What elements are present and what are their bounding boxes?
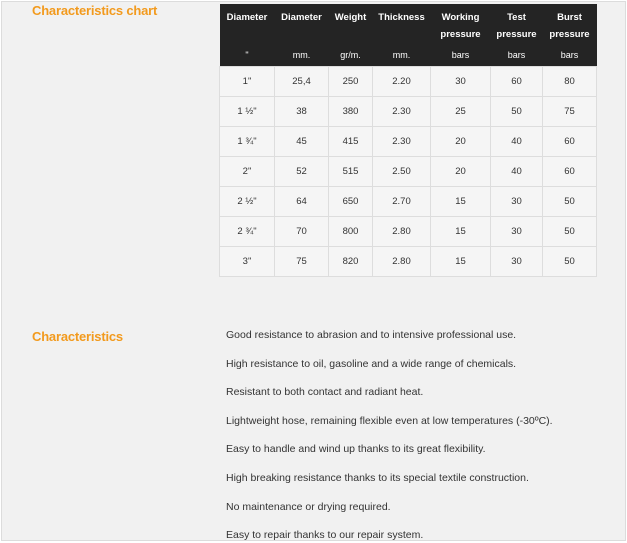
column-header-label: Working pressure bbox=[440, 12, 481, 40]
table-cell: 50 bbox=[491, 97, 543, 127]
table-header bbox=[220, 4, 597, 67]
column-header bbox=[431, 4, 491, 67]
column-header-unit: mm. bbox=[392, 50, 411, 60]
column-header-label: Diameter bbox=[281, 12, 322, 23]
table-cell: 50 bbox=[543, 247, 597, 277]
column-header-label: Weight bbox=[334, 12, 367, 23]
table-cell: 64 bbox=[275, 187, 329, 217]
table-cell: 380 bbox=[329, 97, 373, 127]
table-cell: 25 bbox=[431, 97, 491, 127]
column-header bbox=[373, 4, 431, 67]
column-header bbox=[220, 4, 275, 67]
table-cell: 2.30 bbox=[373, 127, 431, 157]
table-row bbox=[220, 247, 597, 277]
list-item: High resistance to oil, gasoline and a wide range of chemicals. bbox=[226, 357, 517, 370]
list-item: Good resistance to abrasion and to intensive professional use. bbox=[226, 329, 517, 341]
table-cell: 1 ¾" bbox=[220, 127, 275, 157]
list-item: Easy to handle and wind up thanks to its great flexibility. bbox=[226, 443, 486, 456]
table-cell: 60 bbox=[543, 127, 597, 157]
table-cell: 45 bbox=[275, 127, 329, 157]
column-header-label: Test pressure bbox=[496, 12, 537, 40]
table-row bbox=[220, 217, 597, 247]
table-cell: 20 bbox=[431, 157, 491, 187]
table-cell: 30 bbox=[431, 67, 491, 97]
column-header-label: Diameter bbox=[226, 12, 268, 23]
column-header-unit: bars bbox=[507, 50, 526, 60]
table-cell: 40 bbox=[491, 127, 543, 157]
column-header bbox=[543, 4, 597, 67]
table-cell: 2.70 bbox=[373, 187, 431, 217]
table-cell: 38 bbox=[275, 97, 329, 127]
column-header-unit: gr/m. bbox=[340, 50, 361, 60]
column-header bbox=[329, 4, 373, 67]
characteristics-title: Characteristics bbox=[32, 329, 123, 344]
column-header bbox=[275, 4, 329, 67]
table-cell: 15 bbox=[431, 247, 491, 277]
table-cell: 3" bbox=[220, 247, 275, 277]
table-cell: 650 bbox=[329, 187, 373, 217]
column-header-unit: mm. bbox=[292, 50, 311, 60]
table-cell: 40 bbox=[491, 157, 543, 187]
table-cell: 2 ¾" bbox=[220, 217, 275, 247]
column-header-label: Burst pressure bbox=[549, 12, 590, 40]
table-cell: 60 bbox=[491, 67, 543, 97]
list-item: Resistant to both contact and radiant heat. bbox=[226, 386, 424, 399]
page bbox=[1, 1, 626, 541]
column-header-unit: " bbox=[245, 50, 249, 60]
table-cell: 52 bbox=[275, 157, 329, 187]
table-cell: 2 ½" bbox=[220, 187, 275, 217]
table-cell: 800 bbox=[329, 217, 373, 247]
table-cell: 70 bbox=[275, 217, 329, 247]
table-cell: 80 bbox=[543, 67, 597, 97]
table-cell: 2.20 bbox=[373, 67, 431, 97]
table-cell: 250 bbox=[329, 67, 373, 97]
table-row bbox=[220, 97, 597, 127]
table-cell: 1" bbox=[220, 67, 275, 97]
table-cell: 25,4 bbox=[275, 67, 329, 97]
table-cell: 50 bbox=[543, 217, 597, 247]
table-cell: 2.80 bbox=[373, 217, 431, 247]
table-row bbox=[220, 157, 597, 187]
table-cell: 820 bbox=[329, 247, 373, 277]
table-cell: 20 bbox=[431, 127, 491, 157]
table-cell: 60 bbox=[543, 157, 597, 187]
table-cell: 2.30 bbox=[373, 97, 431, 127]
table-cell: 30 bbox=[491, 217, 543, 247]
table-cell: 75 bbox=[543, 97, 597, 127]
table-cell: 50 bbox=[543, 187, 597, 217]
table-row bbox=[220, 127, 597, 157]
table-cell: 2" bbox=[220, 157, 275, 187]
table-cell: 75 bbox=[275, 247, 329, 277]
column-header-unit: bars bbox=[560, 50, 579, 60]
list-item: Easy to repair thanks to our repair system. bbox=[226, 529, 424, 541]
column-header-unit: bars bbox=[451, 50, 470, 60]
table-cell: 30 bbox=[491, 247, 543, 277]
characteristics-list bbox=[226, 325, 553, 541]
table-body bbox=[220, 67, 597, 277]
column-header bbox=[491, 4, 543, 67]
table-row bbox=[220, 67, 597, 97]
table-cell: 30 bbox=[491, 187, 543, 217]
list-item: No maintenance or drying required. bbox=[226, 500, 391, 513]
table-cell: 2.80 bbox=[373, 247, 431, 277]
table-row bbox=[220, 187, 597, 217]
table-cell: 415 bbox=[329, 127, 373, 157]
table-cell: 15 bbox=[431, 187, 491, 217]
table-cell: 15 bbox=[431, 217, 491, 247]
list-item: Lightweight hose, remaining flexible even at low temperatures (-30ºC). bbox=[226, 414, 553, 427]
column-header-label: Thickness bbox=[378, 12, 425, 23]
table-header-row bbox=[220, 4, 597, 67]
table-cell: 515 bbox=[329, 157, 373, 187]
characteristics-table bbox=[219, 4, 597, 277]
table-cell: 2.50 bbox=[373, 157, 431, 187]
table-cell: 1 ½" bbox=[220, 97, 275, 127]
list-item: High breaking resistance thanks to its special textile construction. bbox=[226, 471, 529, 484]
characteristics-chart-title: Characteristics chart bbox=[32, 3, 158, 18]
